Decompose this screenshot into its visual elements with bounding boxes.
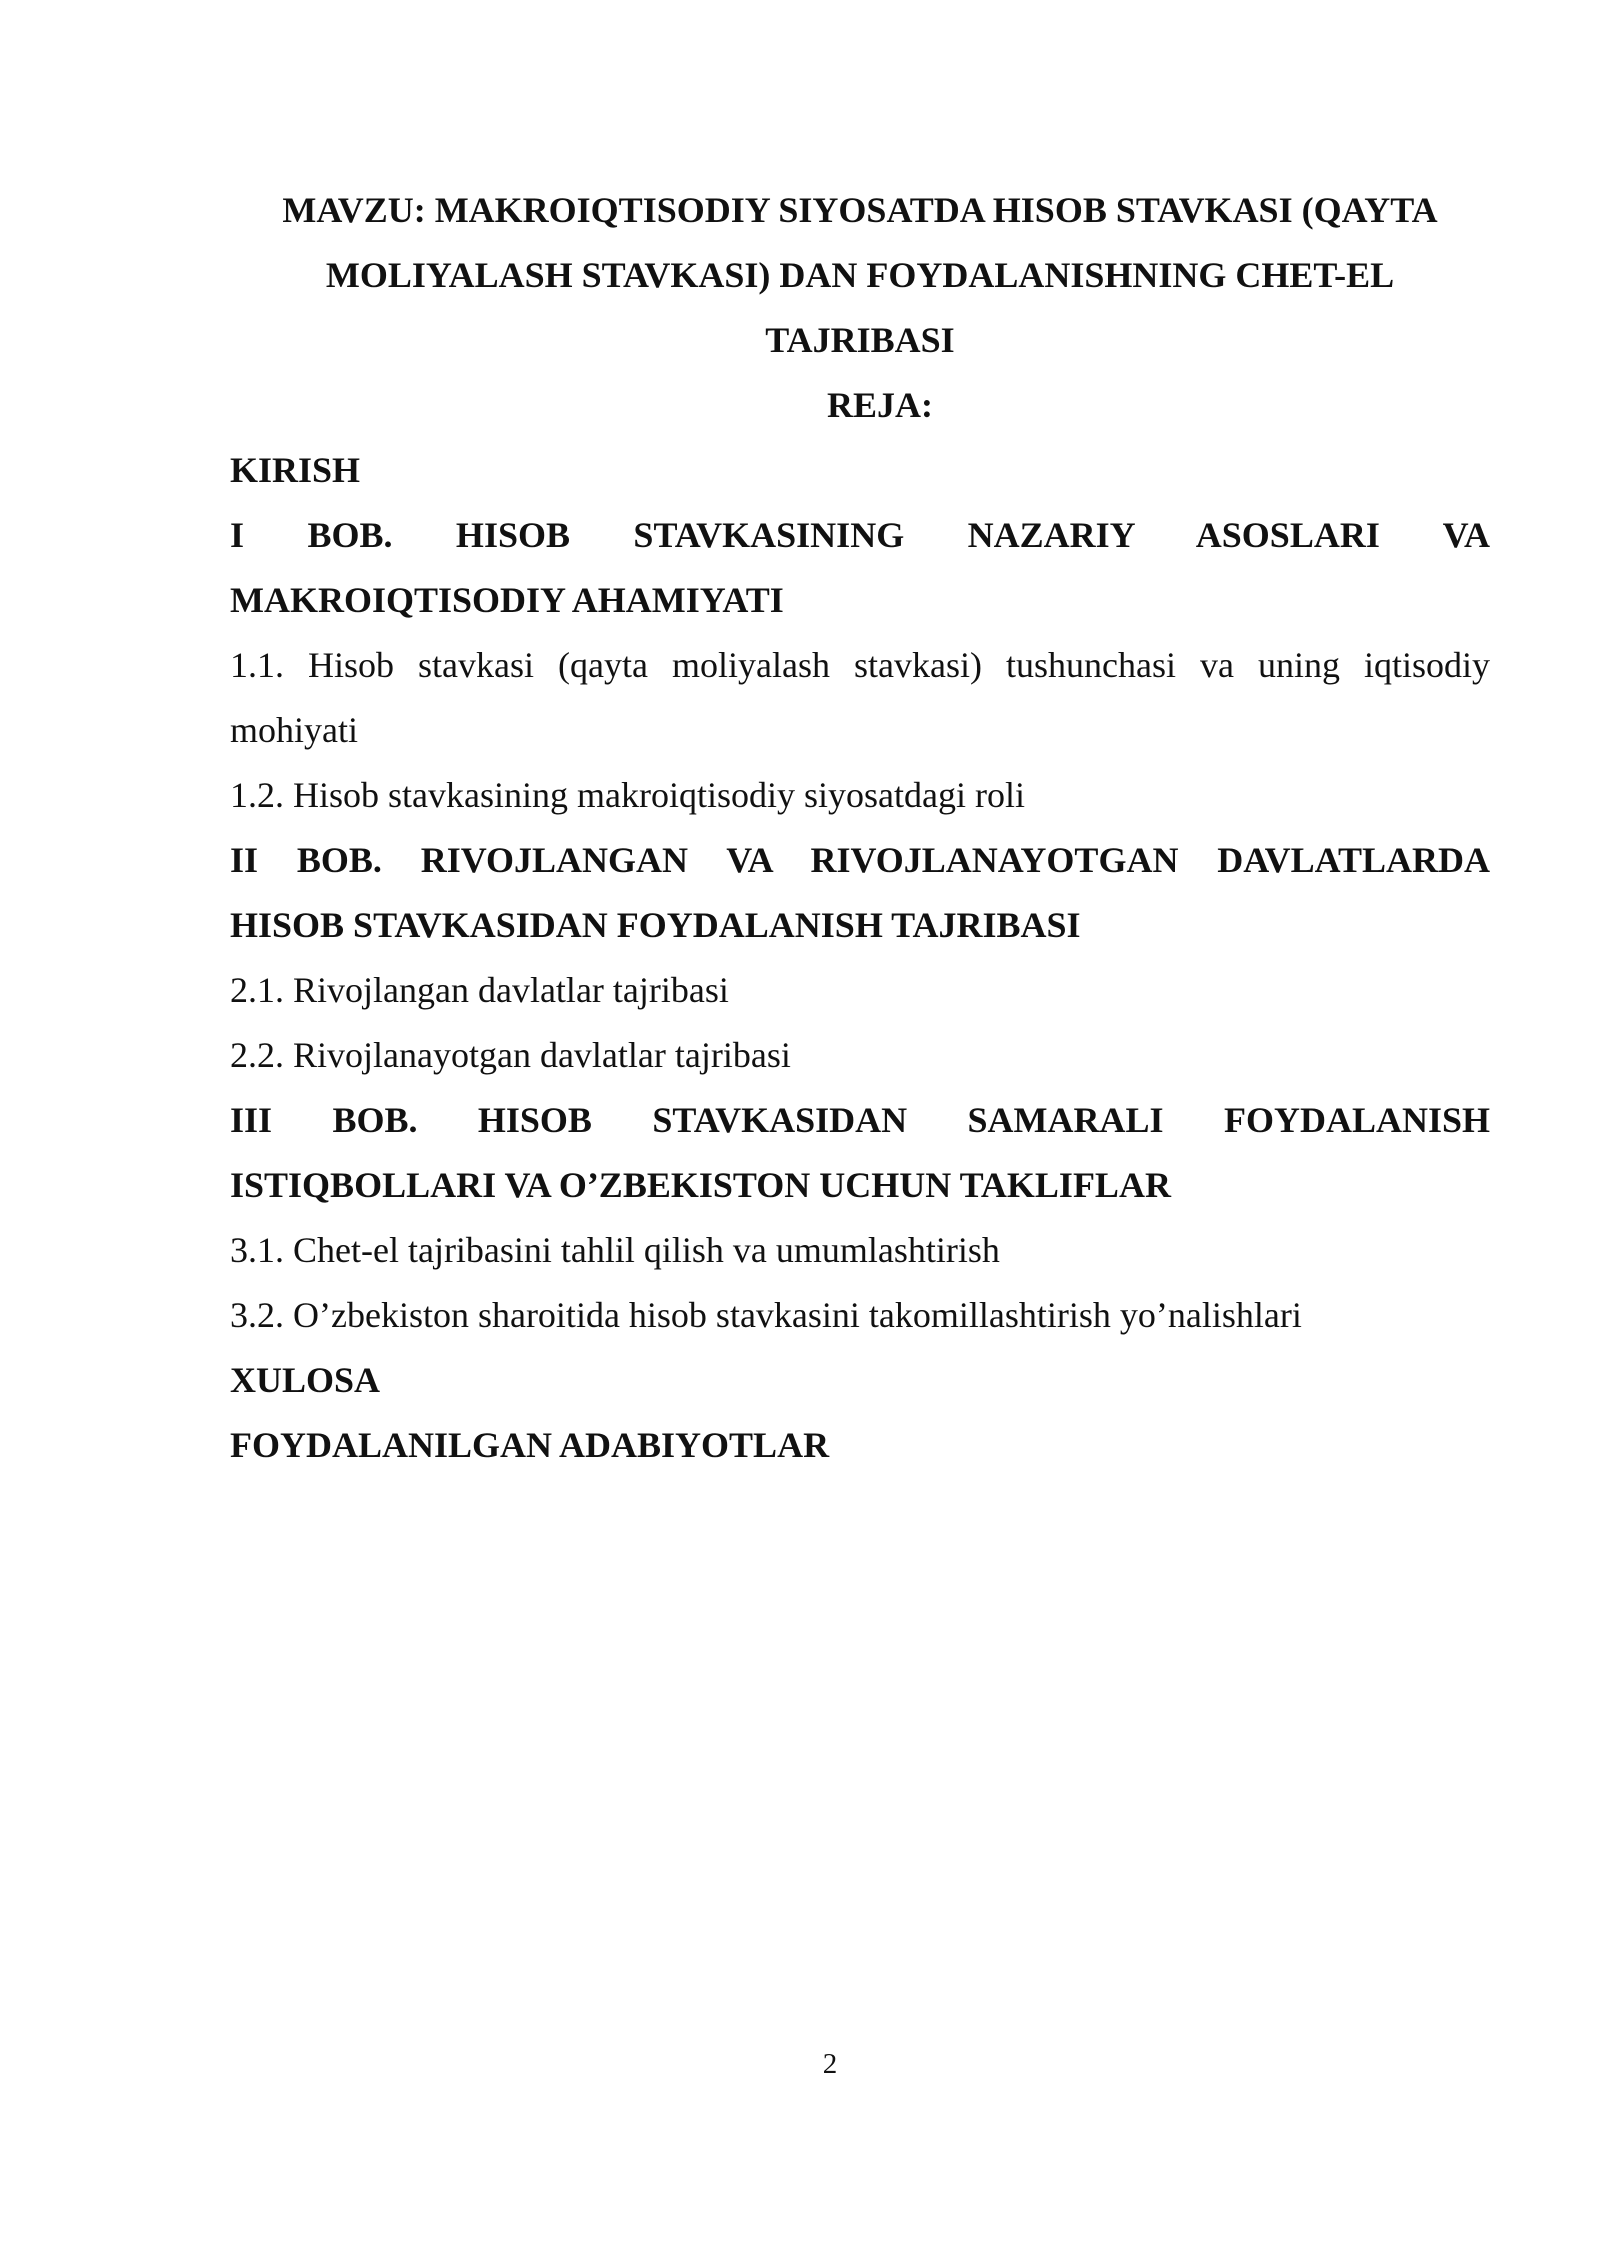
toc-chapter-2-line-2: HISOB STAVKASIDAN FOYDALANISH TAJRIBASI bbox=[230, 905, 1081, 945]
toc-chapter-3-line-1: III BOB. HISOB STAVKASIDAN SAMARALI FOYDALANISH bbox=[230, 1100, 1490, 1140]
page-number: 2 bbox=[822, 2048, 838, 2080]
toc-chapter-3 bbox=[230, 1088, 1490, 1218]
toc-chapter-2-line-1: II BOB. RIVOJLANGAN VA RIVOJLANAYOTGAN DAVLATLARDA bbox=[230, 840, 1490, 880]
toc-section-3-1: 3.1. Chet-el tajribasini tahlil qilish va umumlashtirish bbox=[230, 1230, 1000, 1270]
page-content bbox=[230, 178, 1490, 1478]
toc-section-2-2: 2.2. Rivojlanayotgan davlatlar tajribasi bbox=[230, 1035, 791, 1075]
toc-chapter-1 bbox=[230, 503, 1490, 633]
table-of-contents bbox=[230, 438, 1490, 1478]
toc-section-3-2: 3.2. O’zbekiston sharoitida hisob stavkasini takomillashtirish yo’nalishlari bbox=[230, 1295, 1302, 1335]
toc-section-1-1 bbox=[230, 633, 1490, 763]
plan-heading: REJA: bbox=[827, 385, 933, 425]
toc-chapter-1-line-2: MAKROIQTISODIY AHAMIYATI bbox=[230, 580, 784, 620]
toc-chapter-1-line-1: I BOB. HISOB STAVKASINING NAZARIY ASOSLARI VA bbox=[230, 515, 1490, 555]
toc-section-1-1-line-1: 1.1. Hisob stavkasi (qayta moliyalash stavkasi) tushunchasi va uning iqtisodiy bbox=[230, 645, 1490, 685]
title-line-1: MAVZU: MAKROIQTISODIY SIYOSATDA HISOB STAVKASI (QAYTA bbox=[282, 190, 1438, 230]
toc-chapter-3-line-2: ISTIQBOLLARI VA O’ZBEKISTON UCHUN TAKLIFLAR bbox=[230, 1165, 1171, 1205]
title-line-3: TAJRIBASI bbox=[765, 320, 955, 360]
toc-references: FOYDALANILGAN ADABIYOTLAR bbox=[230, 1425, 830, 1465]
title-line-2: MOLIYALASH STAVKASI) DAN FOYDALANISHNING CHET-EL bbox=[325, 255, 1395, 295]
toc-conclusion: XULOSA bbox=[230, 1360, 381, 1400]
toc-section-1-2: 1.2. Hisob stavkasining makroiqtisodiy siyosatdagi roli bbox=[230, 775, 1025, 815]
toc-introduction: KIRISH bbox=[230, 450, 361, 490]
toc-section-1-1-line-2: mohiyati bbox=[230, 710, 358, 750]
toc-chapter-2 bbox=[230, 828, 1490, 958]
document-title bbox=[230, 178, 1490, 373]
toc-section-2-1: 2.1. Rivojlangan davlatlar tajribasi bbox=[230, 970, 729, 1010]
